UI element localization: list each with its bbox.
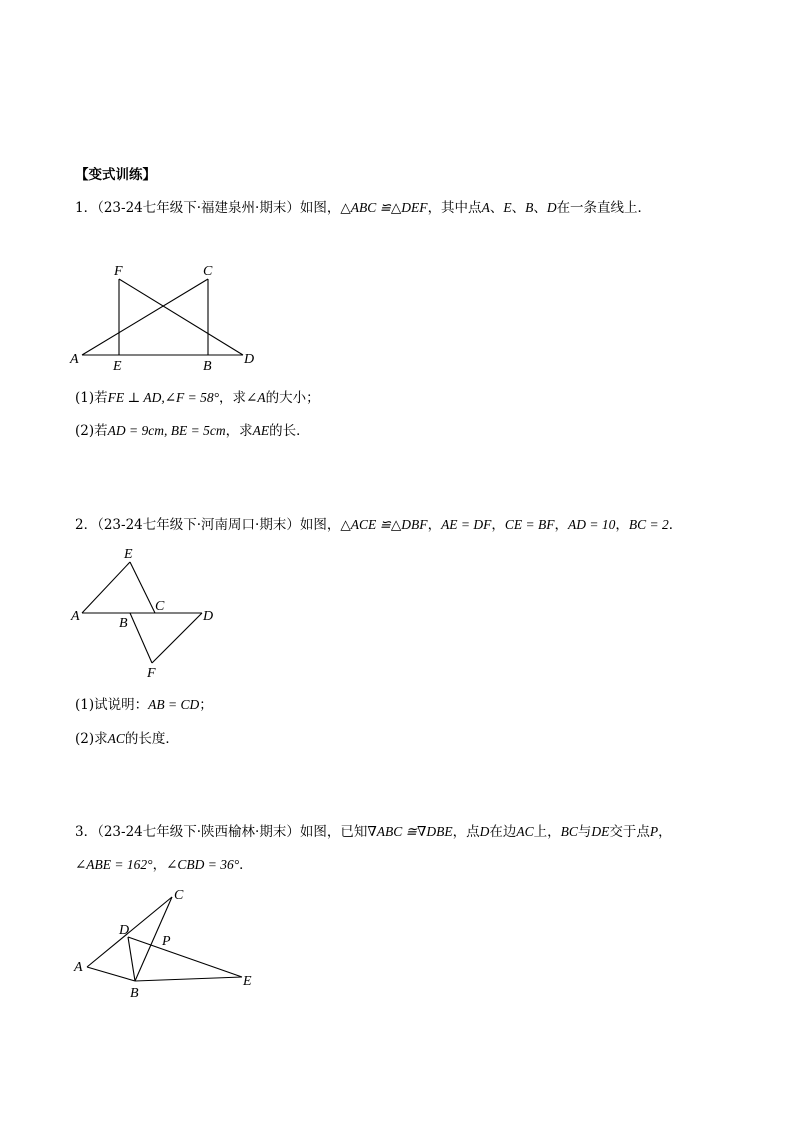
- separator: 、: [489, 200, 504, 216]
- label-p: P: [162, 934, 171, 949]
- label-c: C: [174, 888, 184, 903]
- problem-2-number: 2．: [75, 517, 98, 533]
- segment-ac: [82, 279, 208, 355]
- label-b: B: [203, 359, 212, 374]
- separator: 、: [511, 200, 526, 216]
- point-p: P: [649, 824, 659, 839]
- condition: AE = DF: [441, 517, 492, 532]
- separator: ，: [554, 517, 569, 533]
- label-f: F: [147, 666, 156, 681]
- part-prefix: (2)求: [75, 731, 108, 747]
- label-e: E: [243, 974, 252, 989]
- condition: BC = 2: [628, 517, 669, 532]
- problem-1-point: B: [525, 200, 534, 215]
- problem-1-point: A: [481, 200, 490, 215]
- problem-2-part-1: [75, 696, 213, 714]
- segment-ac: [87, 897, 172, 967]
- separator: 、: [533, 200, 547, 216]
- segment-bf: [130, 613, 152, 663]
- label-a: A: [74, 960, 83, 975]
- problem-3-stem-line-2: [75, 856, 253, 874]
- condition: AD = 9cm, BE = 5cm: [107, 423, 226, 438]
- problem-1-stem-end: 在一条直线上．: [556, 200, 652, 216]
- problem-1-point: D: [546, 200, 557, 215]
- stem-text: ，: [658, 824, 672, 840]
- segment-ec: [130, 562, 155, 613]
- segment-ac-ref: AC: [516, 824, 534, 839]
- separator: ，: [152, 857, 167, 873]
- problem-2-figure: [60, 545, 230, 680]
- condition: CE = BF: [504, 517, 555, 532]
- stem-lead: 如图，: [299, 517, 341, 533]
- part-prefix: (1)若: [75, 390, 108, 406]
- segment-ab: [87, 967, 135, 981]
- part-text: 的大小；: [265, 390, 320, 406]
- label-d: D: [244, 352, 255, 367]
- problem-1-stem: [75, 199, 651, 217]
- target: AE: [252, 423, 270, 438]
- label-d: D: [203, 609, 214, 624]
- segment-bc-ref: BC: [560, 824, 578, 839]
- part-text: ；: [199, 697, 213, 713]
- label-b: B: [119, 616, 128, 631]
- problem-1-stem-tail: ，其中点: [427, 200, 482, 216]
- label-f: F: [114, 264, 123, 279]
- label-a: A: [71, 609, 80, 624]
- problem-2-source: （23-24七年级下·河南周口·期末）: [97, 517, 300, 533]
- problem-3-stem: [75, 823, 672, 841]
- part-text: 的长．: [269, 423, 310, 439]
- condition: FE ⊥ AD,∠F = 58°: [107, 390, 220, 405]
- problem-3-number: 3．: [75, 824, 98, 840]
- problem-1-figure: [60, 255, 270, 375]
- separator: ，: [615, 517, 629, 533]
- problem-2-stem: [75, 516, 682, 534]
- separator: ，: [491, 517, 505, 533]
- problem-3-figure: [60, 880, 270, 1005]
- section-heading: 【变式训练】: [75, 167, 156, 183]
- stem-end: ．: [239, 857, 253, 873]
- problem-2-congruence: △ACE ≌△DBF: [340, 517, 428, 532]
- label-b: B: [130, 986, 139, 1001]
- label-e: E: [124, 547, 133, 562]
- label-c: C: [155, 599, 165, 614]
- problem-1-source: （23-24七年级下·福建泉州·期末）: [97, 200, 300, 216]
- segment-fd: [152, 613, 202, 663]
- problem-1-number: 1．: [75, 200, 98, 216]
- part-prefix: (1)试说明：: [75, 697, 149, 713]
- problem-2-part-2: [75, 730, 179, 748]
- angle-abe: ∠ABE = 162°: [75, 857, 153, 872]
- condition: AB = CD: [148, 697, 200, 712]
- point-d: D: [479, 824, 490, 839]
- segment-fd: [119, 279, 243, 355]
- part-text: 的长度．: [124, 731, 179, 747]
- angle-cbd: ∠CBD = 36°: [166, 857, 240, 872]
- separator: ，: [427, 517, 442, 533]
- segment-be: [135, 977, 242, 981]
- stem-lead: 如图，已知: [299, 824, 368, 840]
- label-a: A: [70, 352, 79, 367]
- label-c: C: [203, 264, 213, 279]
- segment-de-ref: DE: [591, 824, 610, 839]
- part-text: ，求: [219, 390, 247, 406]
- target: ∠A: [246, 390, 266, 405]
- stem-text: 交于点: [609, 824, 650, 840]
- stem-text: 上，: [533, 824, 561, 840]
- problem-1-point: E: [503, 200, 512, 215]
- stem-text: 在边: [489, 824, 517, 840]
- stem-end: ．: [668, 517, 683, 533]
- problem-1-part-2: [75, 422, 310, 440]
- label-d: D: [119, 923, 130, 938]
- segment-ae: [82, 562, 130, 613]
- segment-db: [128, 937, 135, 981]
- condition: AD = 10: [568, 517, 616, 532]
- problem-1-stem-lead: 如图，: [299, 200, 341, 216]
- stem-text: 与: [577, 824, 592, 840]
- target: AC: [107, 731, 125, 746]
- problem-1-part-1: [75, 389, 320, 407]
- label-e: E: [113, 359, 122, 374]
- problem-3-congruence: ∇ABC ≅∇DBE: [367, 824, 453, 839]
- problem-3-source: （23-24七年级下·陕西榆林·期末）: [97, 824, 300, 840]
- problem-1-congruence: △ABC ≌△DEF: [340, 200, 428, 215]
- part-text: ，求: [225, 423, 253, 439]
- part-prefix: (2)若: [75, 423, 108, 439]
- stem-text: ，点: [452, 824, 480, 840]
